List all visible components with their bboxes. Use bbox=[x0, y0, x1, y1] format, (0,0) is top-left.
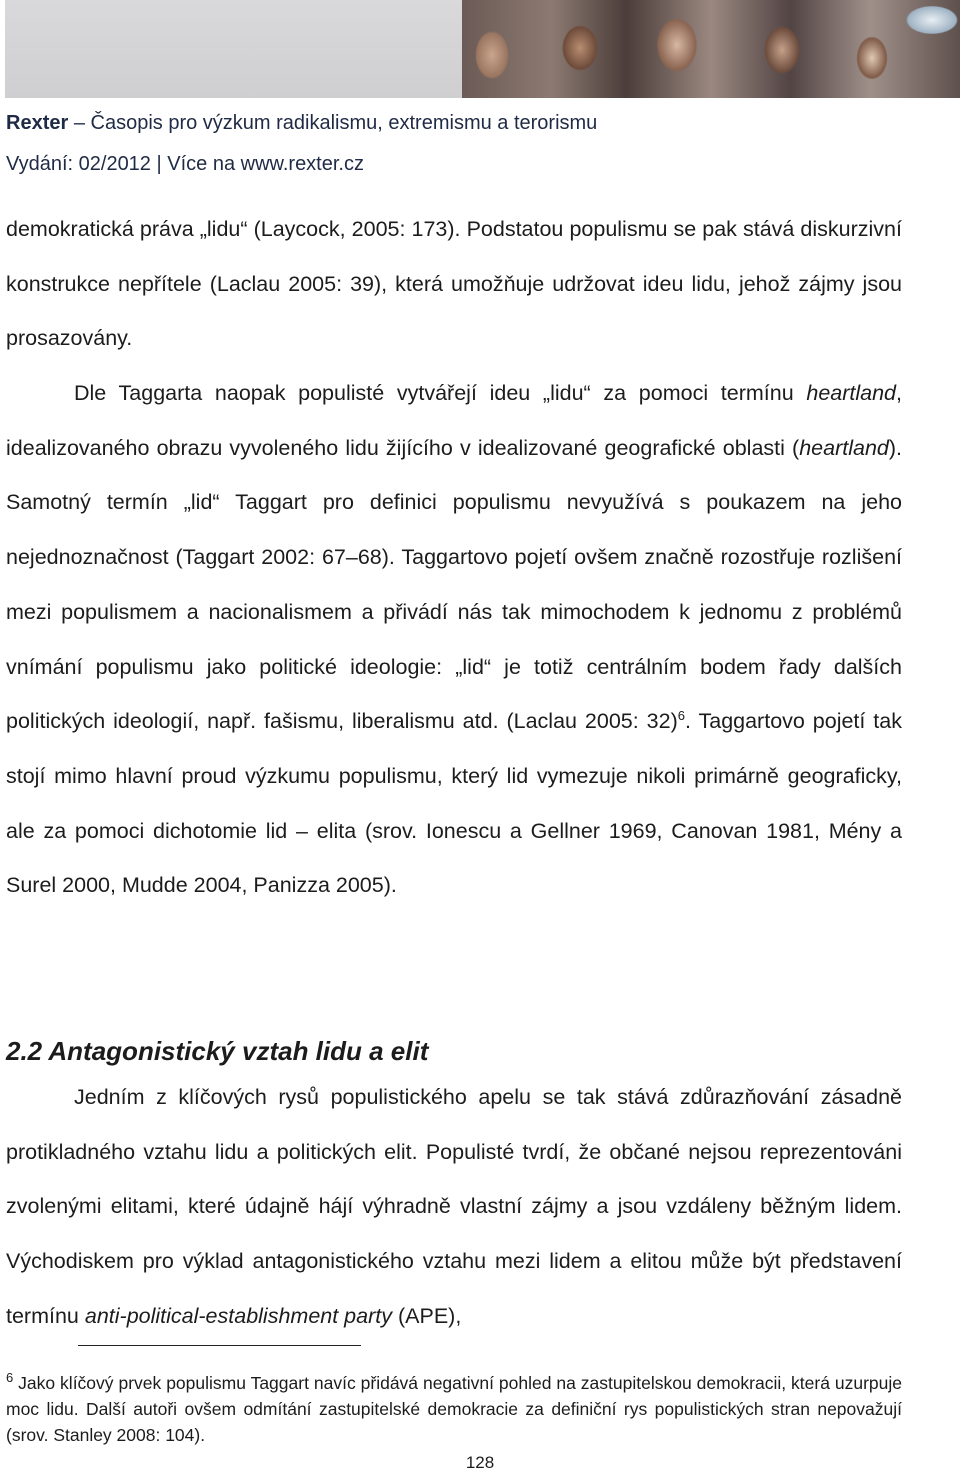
paragraph-1: demokratická práva „lidu“ (Laycock, 2005: 173). Podstatou populismu se pak stává diskurzivní konstrukce nepřítele (Laclau 2005: 39), která umožňuje udržovat ideu lidu, jehož zájmy jsou prosazovány. bbox=[6, 217, 902, 351]
paragraph-2-text-a: Dle Taggarta naopak populisté vytvářejí ideu „lidu“ za pomoci termínu bbox=[74, 381, 807, 405]
paragraph-3 bbox=[6, 1070, 902, 1344]
term-heartland: heartland bbox=[806, 381, 897, 405]
section-heading: 2.2 Antagonistický vztah lidu a elit bbox=[6, 1036, 429, 1066]
paragraph-2-text-d: . Taggartovo pojetí tak stojí mimo hlavní proud výzkumu populismu, který lid vymezuje nikoli primárně geograficky, ale za pomoci dichotomie lid – elita (srov. Ionescu a Gellner 1969, Canovan 1981, Mény a Surel 2000, Mudde 2004, Panizza 2005). bbox=[6, 709, 902, 898]
footnote-marker: 6 bbox=[6, 1370, 14, 1386]
journal-brand: Rexter bbox=[6, 112, 69, 134]
crowd-photo-image bbox=[462, 0, 960, 98]
banner-gray-panel bbox=[5, 0, 462, 98]
paragraph-3-text-b: (APE), bbox=[392, 1303, 462, 1328]
paragraph-2 bbox=[6, 366, 902, 913]
term-heartland-2: heartland bbox=[799, 435, 889, 460]
footnote-text: Jako klíčový prvek populismu Taggart navíc přidává negativní pohled na zastupitelskou demokracii, která uzurpuje moc lidu. Další autoři ovšem odmítání zastupitelské demokracie za definiční rys populistických stran nepovažují (srov. Stanley 2008: 104). bbox=[6, 1373, 902, 1445]
header-banner bbox=[0, 0, 960, 98]
journal-subtitle: – Časopis pro výzkum radikalismu, extremismu a terorismu bbox=[68, 112, 598, 134]
journal-title bbox=[6, 110, 597, 136]
footnote-6 bbox=[6, 1370, 902, 1448]
paragraph-2-text-b: , idealizovaného obrazu vyvoleného lidu žijícího v idealizované geografické oblasti ( bbox=[6, 381, 902, 460]
page-number: 128 bbox=[465, 1453, 495, 1472]
footnote-reference: 6 bbox=[677, 708, 685, 724]
issue-line: Vydání: 02/2012 | Více na www.rexter.cz bbox=[6, 153, 364, 175]
paragraph-3-text-a: Jedním z klíčových rysů populistického apelu se tak stává zdůrazňování zásadně protikladného vztahu lidu a politických elit. Populisté tvrdí, že občané nejsou reprezentováni zvolenými elitami, které údajně hájí výhradně vlastní zájmy a jsou vzdáleny běžným lidem. Východiskem pro výklad antagonistického vztahu mezi lidem a elitou může být představení termínu bbox=[6, 1085, 902, 1328]
paragraph-2-text-c: ). Samotný termín „lid“ Taggart pro definici populismu nevyužívá s poukazem na jeho nejednoznačnost (Taggart 2002: 67–68). Taggartovo pojetí ovšem značně rozostřuje rozlišení mezi populismem a nacionalismem a přivádí nás tak mimochodem k jednomu z problémů vnímání populismu jako politické ideologie: „lid“ je totiž centrálním bodem řady dalších politických ideologií, např. fašismu, liberalismu atd. (Laclau 2005: 32) bbox=[6, 435, 902, 734]
term-ape: anti-political-establishment party bbox=[84, 1303, 392, 1328]
footnote-divider bbox=[78, 1345, 361, 1346]
